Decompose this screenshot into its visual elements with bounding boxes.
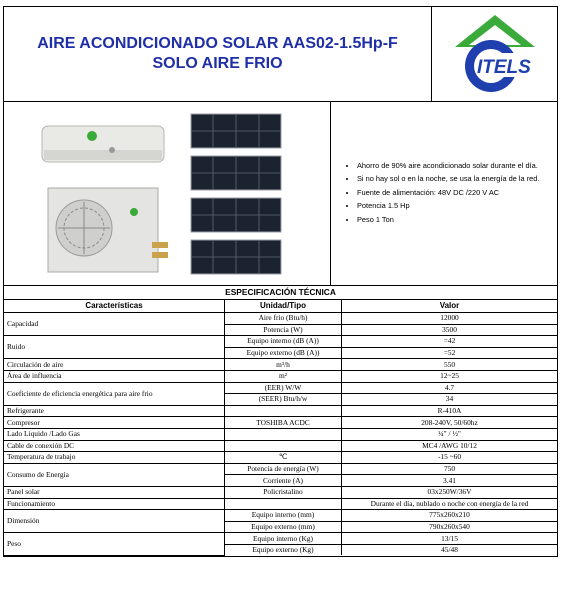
- cell-caracteristica: Dimensión: [4, 510, 225, 533]
- cell-unidad: [225, 428, 342, 440]
- cell-valor: MC4 /AWG 10/12: [342, 440, 558, 452]
- cell-unidad: Policristalino: [225, 486, 342, 498]
- cell-caracteristica: Peso: [4, 533, 225, 556]
- logo-text: ITELS: [476, 57, 531, 78]
- cell-unidad: Equipo interno (Kg): [225, 533, 342, 545]
- spec-title: ESPECIFICACIÓN TÉCNICA: [4, 286, 557, 300]
- cell-valor: 3500: [342, 324, 558, 336]
- spec-table: [4, 300, 557, 556]
- table-row: [4, 486, 557, 498]
- title-line-2: SOLO AIRE FRIO: [152, 55, 283, 72]
- cell-unidad: Equipo externo (dB (A)): [225, 347, 342, 359]
- cell-caracteristica: Circulación de aire: [4, 359, 225, 371]
- cell-valor: 13/15: [342, 533, 558, 545]
- table-row: [4, 417, 557, 429]
- cell-unidad: [225, 498, 342, 510]
- cell-valor: 208-240V, 50/60hz: [342, 417, 558, 429]
- cell-unidad: m²: [225, 370, 342, 382]
- cell-valor: 12~25: [342, 370, 558, 382]
- header: [4, 7, 557, 102]
- cell-valor: 775x260x210: [342, 510, 558, 522]
- cell-valor: R-410A: [342, 405, 558, 417]
- cell-caracteristica: Panel solar: [4, 486, 225, 498]
- cell-caracteristica: Cable de conexión DC: [4, 440, 225, 452]
- cell-unidad: Equipo externo (Kg): [225, 544, 342, 555]
- cell-caracteristica: Funcionamiento: [4, 498, 225, 510]
- cell-valor: -15 ~60: [342, 452, 558, 464]
- feature-item: • Potencia 1.5 Hp: [357, 200, 539, 213]
- cell-unidad: ℃: [225, 452, 342, 464]
- cell-caracteristica: Área de influencia: [4, 370, 225, 382]
- cell-caracteristica: Ruido: [4, 336, 225, 359]
- outdoor-unit-image: [48, 188, 168, 272]
- feature-item: • Si no hay sol o en la noche, se usa la energía de la red.: [357, 173, 539, 186]
- product-row: [4, 102, 557, 286]
- cell-unidad: (EER) W/W: [225, 382, 342, 394]
- cell-unidad: Equipo interno (dB (A)): [225, 336, 342, 348]
- feature-item: • Fuente de alimentación: 48V DC /220 V AC: [357, 187, 539, 200]
- cell-unidad: Potencia de energía (W): [225, 463, 342, 475]
- cell-caracteristica: Temperatura de trabajo: [4, 452, 225, 464]
- table-row: [4, 382, 557, 394]
- cell-valor: 34: [342, 394, 558, 406]
- title-cell: [4, 7, 432, 101]
- cell-unidad: Corriente (A): [225, 475, 342, 487]
- feature-item: • Ahorro de 90% aire acondicionado solar durante el día.: [357, 160, 539, 173]
- table-row: [4, 370, 557, 382]
- cell-caracteristica: Refrigerante: [4, 405, 225, 417]
- cell-unidad: Potencia (W): [225, 324, 342, 336]
- cell-valor: 750: [342, 463, 558, 475]
- cell-caracteristica: Consumo de Energía: [4, 463, 225, 486]
- table-row: [4, 463, 557, 475]
- feature-item: • Peso 1 Ton: [357, 214, 539, 227]
- table-row: [4, 336, 557, 348]
- cell-unidad: m³/h: [225, 359, 342, 371]
- header-caracteristicas: Características: [4, 300, 225, 313]
- cell-caracteristica: Coeficiente de eficiencia energética para aire frio: [4, 382, 225, 405]
- cell-caracteristica: Compresor: [4, 417, 225, 429]
- cell-valor: 12000: [342, 313, 558, 325]
- cell-unidad: Equipo externo (mm): [225, 521, 342, 533]
- table-row: [4, 405, 557, 417]
- cell-valor: 3.41: [342, 475, 558, 487]
- product-sheet: [3, 6, 558, 557]
- header-valor: Valor: [342, 300, 558, 313]
- table-row: [4, 359, 557, 371]
- table-row: [4, 313, 557, 325]
- product-illustration: [4, 102, 329, 285]
- table-row: [4, 510, 557, 522]
- features-cell: [331, 102, 557, 285]
- cell-valor: Durante el día, nublado o noche con energía de la red: [342, 498, 558, 510]
- cell-caracteristica: Capacidad: [4, 313, 225, 336]
- table-row: [4, 533, 557, 545]
- logo-cell: [432, 7, 557, 101]
- cell-valor: 550: [342, 359, 558, 371]
- table-row: [4, 428, 557, 440]
- cell-valor: ¼" / ½": [342, 428, 558, 440]
- product-images: [4, 102, 331, 285]
- cell-unidad: [225, 440, 342, 452]
- cell-valor: 4.7: [342, 382, 558, 394]
- cell-valor: =52: [342, 347, 558, 359]
- solar-panels-image: [191, 114, 281, 274]
- title-line-1: AIRE ACONDICIONADO SOLAR AAS02-1.5Hp-F: [37, 35, 398, 52]
- cell-caracteristica: Lado Liquido /Lado Gas: [4, 428, 225, 440]
- table-row: [4, 498, 557, 510]
- itels-logo: [447, 11, 543, 97]
- spec-header-row: [4, 300, 557, 313]
- cell-valor: 790x260x540: [342, 521, 558, 533]
- cell-unidad: (SEER) Btu/h/w: [225, 394, 342, 406]
- table-row: [4, 440, 557, 452]
- indoor-unit-image: [42, 126, 164, 162]
- table-row: [4, 452, 557, 464]
- features-list: [331, 160, 539, 228]
- cell-valor: =42: [342, 336, 558, 348]
- cell-unidad: Aire frio (Btu/h): [225, 313, 342, 325]
- header-unidad: Unidad/Tipo: [225, 300, 342, 313]
- cell-unidad: [225, 405, 342, 417]
- cell-valor: 03x250W/36V: [342, 486, 558, 498]
- cell-unidad: TOSHIBA ACDC: [225, 417, 342, 429]
- cell-unidad: Equipo interno (mm): [225, 510, 342, 522]
- cell-valor: 45/48: [342, 544, 558, 555]
